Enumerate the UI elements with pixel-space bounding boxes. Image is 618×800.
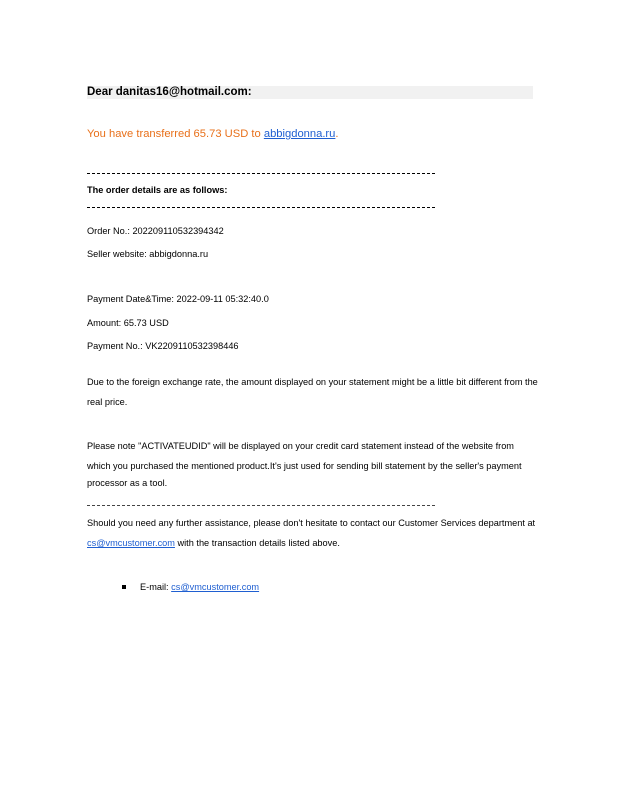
- payment-datetime: Payment Date&Time: 2022-09-11 05:32:40.0: [87, 294, 269, 304]
- contact-email-item: [140, 581, 259, 593]
- payment-number: Payment No.: VK2209110532398446: [87, 341, 239, 351]
- transfer-text: You have transferred 65.73 USD to: [87, 128, 264, 140]
- bullet-icon: [122, 585, 126, 589]
- transfer-suffix: .: [335, 128, 339, 140]
- order-details-heading: The order details are as follows:: [87, 185, 228, 195]
- order-number: Order No.: 202209110532394342: [87, 226, 224, 236]
- divider: [87, 505, 435, 506]
- contact-email-link[interactable]: cs@vmcustomer.com: [171, 582, 260, 592]
- exchange-note-line: real price.: [87, 397, 128, 407]
- support-email-link[interactable]: cs@vmcustomer.com: [87, 538, 175, 548]
- seller-site-link[interactable]: abbigdonna.ru: [263, 128, 336, 140]
- assistance-line: [87, 537, 340, 549]
- greeting-heading: Dear danitas16@hotmail.com:: [87, 86, 533, 99]
- payment-amount: Amount: 65.73 USD: [87, 318, 169, 328]
- statement-note-line: which you purchased the mentioned product.It's just used for sending bill statement by the seller's payment: [87, 461, 522, 471]
- assistance-suffix: with the transaction details listed above.: [174, 538, 340, 548]
- assistance-line: Should you need any further assistance, please don't hesitate to contact our Customer Services department at: [87, 518, 536, 528]
- divider: [87, 207, 435, 208]
- statement-note-line: Please note "ACTIVATEUDID" will be displayed on your credit card statement instead of the website from: [87, 441, 514, 451]
- contact-email-label: E-mail:: [140, 582, 172, 592]
- divider: [87, 173, 435, 174]
- transfer-notice: [87, 127, 339, 141]
- exchange-note-line: Due to the foreign exchange rate, the amount displayed on your statement might be a little bit different from the: [87, 377, 538, 387]
- seller-website: Seller website: abbigdonna.ru: [87, 249, 209, 259]
- statement-note-line: processor as a tool.: [87, 478, 168, 488]
